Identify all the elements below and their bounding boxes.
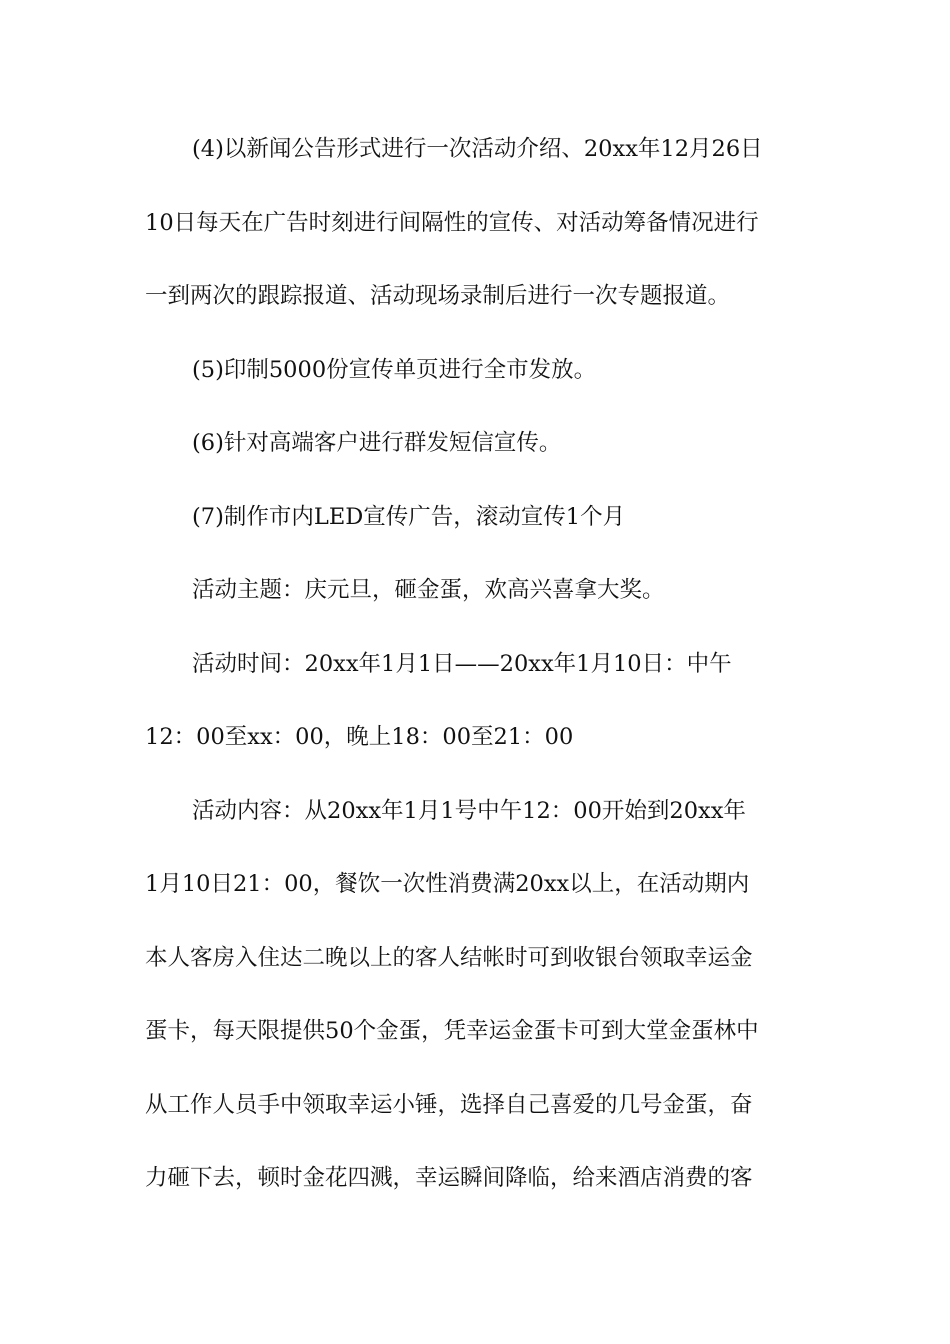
- paragraph-item-7: [145, 481, 807, 555]
- text-line: (5)印制5000份宣传单页进行全市发放。: [192, 356, 597, 383]
- text-line: 从工作人员手中领取幸运小锤，选择自己喜爱的几号金蛋，奋: [145, 1091, 753, 1118]
- paragraph-item-5: [145, 334, 807, 408]
- paragraph-activity-theme: [145, 554, 807, 628]
- text-line: 12：00至xx：00，晚上18：00至21：00: [145, 724, 574, 750]
- text-line: 10日每天在广告时刻进行间隔性的宣传、对活动筹备情况进行: [145, 209, 759, 236]
- text-line: 蛋卡，每天限提供50个金蛋，凭幸运金蛋卡可到大堂金蛋林中: [145, 1018, 759, 1044]
- text-line: (6)针对高端客户进行群发短信宣传。: [192, 430, 562, 456]
- paragraph-activity-time: [145, 628, 807, 775]
- paragraph-activity-content: [145, 775, 807, 1216]
- text-line: 力砸下去，顿时金花四溅，幸运瞬间降临，给来酒店消费的客: [145, 1165, 753, 1191]
- text-line: 活动时间：20xx年1月1日——20xx年1月10日：中午: [192, 650, 732, 677]
- paragraph-item-4: [145, 113, 807, 334]
- text-line: 活动主题：庆元旦，砸金蛋，欢高兴喜拿大奖。: [192, 577, 665, 603]
- text-line: 活动内容：从20xx年1月1号中午12：00开始到20xx年: [192, 797, 746, 824]
- text-line: 1月10日21：00，餐饮一次性消费满20xx以上，在活动期内: [145, 871, 750, 897]
- text-line: (4)以新闻公告形式进行一次活动介绍、20xx年12月26日: [192, 136, 763, 162]
- text-line: 本人客房入住达二晚以上的客人结帐时可到收银台领取幸运金: [145, 944, 753, 971]
- text-line: (7)制作市内LED宣传广告，滚动宣传1个月: [192, 503, 626, 530]
- document-body: [145, 113, 807, 1216]
- paragraph-item-6: [145, 407, 807, 481]
- text-line: 一到两次的跟踪报道、活动现场录制后进行一次专题报道。: [145, 283, 731, 309]
